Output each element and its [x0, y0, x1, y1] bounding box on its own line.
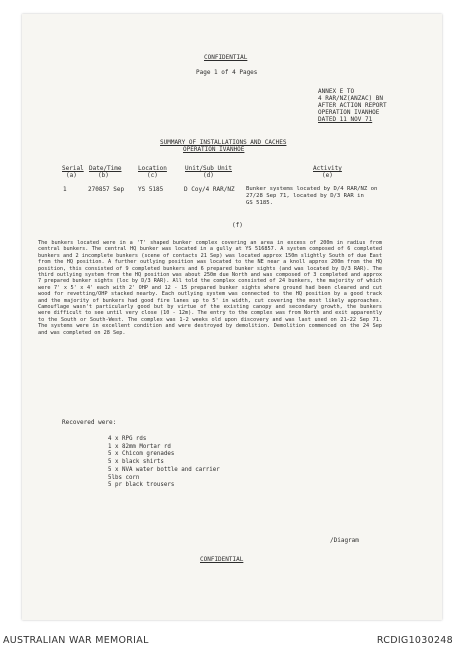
classification-top: CONFIDENTIAL — [204, 54, 248, 61]
diagram-reference: /Diagram — [330, 537, 359, 544]
row-unit: D Coy/4 RAR/NZ — [184, 186, 235, 193]
col-sublabel-a: (a) — [66, 172, 77, 179]
list-item: 1 x 82mm Mortar rd — [108, 443, 171, 450]
list-item: 5 x NVA water bottle and carrier — [108, 466, 220, 473]
col-header-serial: Serial — [62, 165, 84, 172]
list-item: 4 x RPG rds — [108, 436, 147, 442]
row-activity-line: 27/28 Sep 71, located by D/3 RAR in — [246, 193, 364, 199]
list-item: 5lbs corn — [108, 474, 140, 481]
col-sublabel-b: (b) — [98, 172, 109, 179]
col-sublabel-e: (e) — [322, 172, 333, 179]
recovered-list — [108, 436, 220, 490]
classification-bottom: CONFIDENTIAL — [200, 556, 244, 563]
document-subtitle: OPERATION IVANHOE — [183, 146, 245, 153]
annex-line: ANNEX E TO — [318, 88, 355, 95]
archive-reference: RCDIG1030248 — [376, 635, 453, 646]
col-sublabel-d: (d) — [203, 172, 214, 179]
row-activity-line: GS 5185. — [246, 200, 273, 206]
col-sublabel-c: (c) — [147, 172, 158, 179]
list-item: 5 x black shirts — [108, 459, 164, 466]
annex-line: OPERATION IVANHOE — [318, 109, 380, 116]
row-serial: 1 — [63, 186, 67, 193]
annex-date: DATED 11 NOV 71 — [318, 116, 373, 123]
col-header-activity: Activity — [313, 165, 342, 172]
recovered-label: Recovered were: — [62, 419, 117, 426]
list-item: 5 pr black trousers — [108, 482, 175, 489]
col-sublabel-f: (f) — [232, 222, 243, 229]
archive-name: AUSTRALIAN WAR MEMORIAL — [3, 635, 149, 646]
row-location: YS 5185 — [138, 186, 164, 193]
col-header-unit: Unit/Sub Unit — [185, 165, 232, 172]
col-header-location: Location — [138, 165, 167, 172]
annex-line: 4 RAR/NZ(ANZAC) BN — [318, 95, 384, 102]
annex-line: AFTER ACTION REPORT — [318, 102, 387, 109]
row-datetime: 270857 Sep — [88, 186, 125, 193]
row-activity-line: Bunker systems located by D/4 RAR/NZ on — [246, 186, 378, 192]
col-header-datetime: Date/Time — [89, 165, 122, 172]
document-title: SUMMARY OF INSTALLATIONS AND CACHES — [160, 139, 287, 146]
narrative-paragraph: The bunkers located were in a 'T' shaped bunker complex covering an area in excess of 200m in radius from central bunkers. The central HQ bunker was located in a gully at YS 516857. A system composed of 6 completed bunkers and 2 incomplete bunkers (scene of contacts 21 Sep) was located approx 150m slightly South of due East from the HQ position. A further outlying position was located to the NE near a knoll approx 200m from the HQ position, this consisted of 9 completed bunkers and 6 prepared bunker sights (and was located by D/3 RAR). The third outlying system from the HQ position was about 250m due North and was composed of 3 completed and approx 7 prepared bunker sights (loc by D/3 RAR). All told the complex consisted of 24 bunkers, the majority of which were 7' x 5' x 4' each with 2' OHP and 12 - 15 prepared bunker sights where ground had been cleared and cut wood for revetting/OHP stacked nearby. Each outlying system was connected to the HQ position by a good track and the majority of bunkers had good fire lanes up to 5' in width, cut covering the most likely approaches. Camouflage wasn't particularly good but by virtue of the existing canopy and secondary growth, the bunkers were difficult to see until very close (10 - 12m). The entry to the complex was from North and exit apparently to the South or South-West. The complex was 1-2 weeks old upon discovery and was last used on 21-22 Sep 71. The systems were in excellent condition and were destroyed by demolition. Demolition commenced on the 24 Sep and was completed on 28 Sep. — [38, 240, 382, 336]
archive-footer — [0, 624, 456, 654]
list-item: 5 x Chicom grenades — [108, 451, 175, 458]
page-info: Page 1 of 4 Pages — [196, 69, 258, 76]
